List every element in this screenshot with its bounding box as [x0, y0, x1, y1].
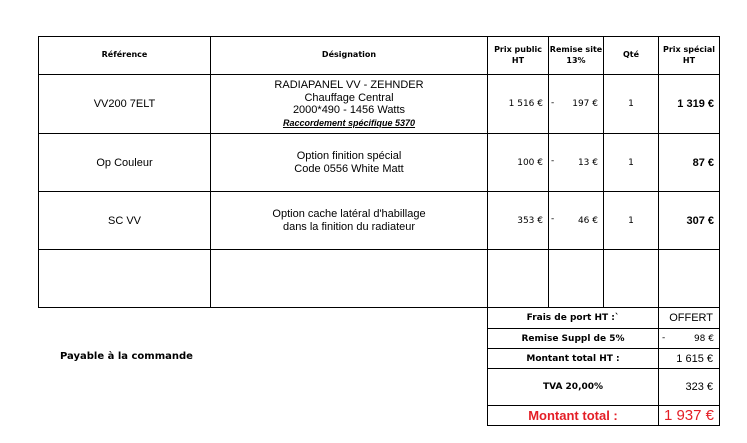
row-remise-sign: - — [551, 156, 555, 166]
designation-line: 2000*490 - 1456 Watts — [292, 104, 406, 116]
header-prix-public: Prix public HT — [494, 44, 542, 65]
designation-line: Code 0556 White Matt — [294, 162, 404, 175]
header-qte: Qté — [622, 50, 640, 60]
row-prix-special: 307 € — [686, 214, 714, 227]
montant-ht-value: 1 615 € — [676, 352, 713, 365]
row-qte: 1 — [628, 99, 634, 109]
tva-value: 323 € — [685, 381, 713, 393]
row-prix-special: 87 € — [692, 156, 714, 169]
montant-ht-label: Montant total HT : — [526, 353, 620, 364]
row-reference: SC VV — [107, 214, 141, 227]
header-remise — [549, 37, 603, 74]
row-prix-public: 353 € — [517, 215, 543, 226]
row-designation — [211, 75, 487, 133]
row-qte: 1 — [628, 157, 634, 168]
remise-suppl-value: 98 € — [693, 333, 714, 344]
remise-suppl-sign: - — [662, 333, 666, 343]
row-qte: 1 — [628, 215, 634, 226]
designation-line: Option cache latéral d'habillage — [272, 208, 426, 220]
designation-line: RADIAPANEL VV - ZEHNDER — [274, 79, 424, 91]
row-reference: Op Couleur — [96, 156, 153, 169]
tva-label: TVA 20,00% — [542, 382, 604, 392]
row-prix-special: 1 319 € — [677, 98, 714, 110]
row-prix-public: 100 € — [517, 157, 543, 168]
row-remise: 46 € — [577, 215, 598, 226]
header-prix-special — [659, 37, 719, 74]
header-remise-line1: Remise site — [549, 44, 603, 54]
row-remise-sign: - — [551, 98, 555, 108]
designation-line: Option finition spécial — [296, 150, 402, 162]
header-remise-line2: 13% — [566, 55, 586, 65]
remise-suppl-label: Remise Suppl de 5% — [521, 333, 625, 344]
montant-total-label: Montant total : — [528, 408, 618, 423]
row-prix-public: 1 516 € — [508, 99, 543, 109]
header-prix-special-line2: HT — [682, 55, 696, 65]
row-remise-sign: - — [551, 214, 555, 224]
header-designation: Désignation — [321, 50, 377, 60]
row-designation — [211, 192, 487, 249]
header-reference: Référence — [101, 50, 148, 60]
frais-port-label: Frais de port HT :` — [526, 313, 620, 323]
row-designation — [211, 134, 487, 191]
montant-total-value: 1 937 € — [663, 407, 714, 424]
header-prix-special-line1: Prix spécial — [662, 44, 716, 54]
row-reference: VV200 7ELT — [93, 98, 156, 110]
payment-note: Payable à la commande — [60, 351, 193, 362]
empty-table-row — [39, 250, 719, 307]
designation-line: Chauffage Central — [304, 91, 394, 104]
row-remise: 197 € — [572, 99, 598, 109]
row-remise: 13 € — [577, 157, 598, 168]
frais-port-value: OFFERT — [669, 312, 713, 324]
designation-line: dans la finition du radiateur — [282, 220, 416, 233]
designation-note: Raccordement spécifique 5370 — [282, 117, 416, 128]
